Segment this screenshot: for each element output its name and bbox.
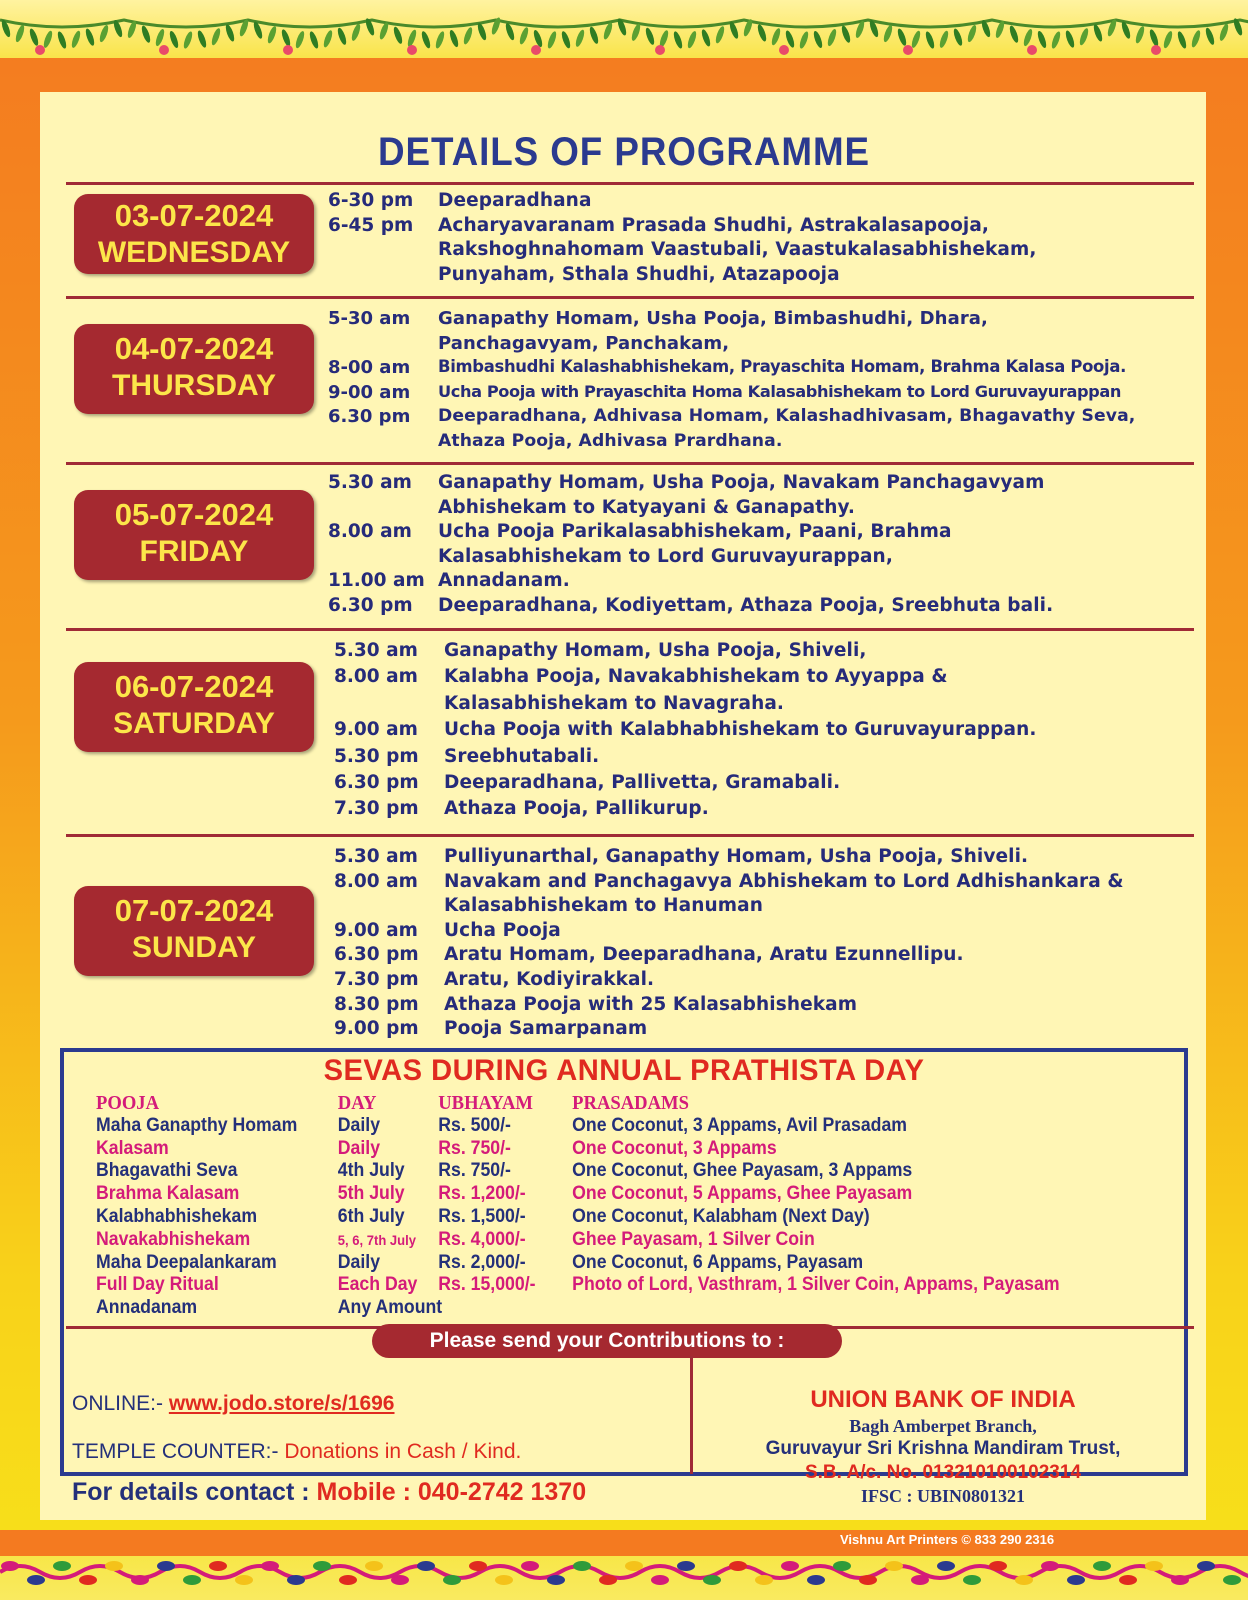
prasadams-cell: One Coconut, 6 Appams, Payasam [572,1251,864,1273]
time: 6-30 pm [328,190,414,211]
online-link[interactable]: www.jodo.store/s/1696 [168,1392,395,1415]
day-badge [74,886,314,976]
page-title: DETAILS OF PROGRAMME [377,130,871,174]
section-divider [66,296,1194,299]
activity: Pooja Samarpanam [444,1018,648,1040]
printer-credit: Vishnu Art Printers © 833 290 2316 [840,1532,1055,1547]
day-badge [74,194,314,274]
trust-name: Guruvayur Sri Krishna Mandiram Trust, [765,1438,1121,1459]
activity: Aratu Homam, Deeparadhana, Aratu Ezunnellipu. [444,944,964,966]
day-cell: 6th July [337,1205,405,1227]
activity: Ganapathy Homam, Usha Pooja, Shiveli, [444,640,867,661]
activity: Aratu, Kodiyirakkal. [444,968,655,990]
prasadams-cell: One Coconut, Ghee Payasam, 3 Appams [572,1160,913,1182]
mango-leaf-garland-icon [0,0,1248,62]
activity: Ganapathy Homam, Usha Pooja, Navakam Panchagavyam [438,472,1045,493]
time: 6.30 pm [328,594,413,616]
activity: Punyaham, Sthala Shudhi, Atazapooja [438,263,840,285]
activity: Athaza Pooja, Adhivasa Prardhana. [438,430,783,451]
contributions-banner: Please send your Contributions to : [372,1324,842,1358]
column-header: POOJA [96,1092,160,1114]
activity: Ucha Pooja Parikalasabhishekam, Paani, Brahma [438,521,952,543]
time: 9-00 am [328,381,411,403]
activity: Acharyavaranam Prasada Shudhi, Astrakalasapooja, [438,214,990,236]
day-date: 04-07-2024 [114,331,274,366]
activity: Ucha Pooja [444,919,561,941]
section-divider [66,462,1194,465]
pooja-cell: Kalabhabhishekam [96,1205,258,1227]
sevas-title: SEVAS DURING ANNUAL PRATHISTA DAY [323,1054,925,1087]
top-garland-decoration [0,0,1248,58]
time: 8.00 am [334,870,418,892]
time: 6.30 pm [328,406,411,428]
activity: Rakshoghnahomam Vaastubali, Vaastukalasabhishekam, [438,239,1037,261]
ubhayam-cell: Rs. 15,000/- [438,1274,536,1296]
activity: Kalabha Pooja, Navakabhishekam to Ayyappa & [444,666,948,688]
activity: Kalasabhishekam to Navagraha. [444,692,785,714]
activity: Deeparadhana, Pallivetta, Gramabali. [444,771,841,793]
day-cell: Daily [337,1137,381,1159]
activity: Pulliyunarthal, Ganapathy Homam, Usha Pooja, Shiveli. [444,846,1029,867]
day-cell: Any Amount [337,1297,443,1319]
counter-label: TEMPLE COUNTER:- [72,1440,279,1463]
pooja-cell: Full Day Ritual [96,1274,219,1296]
pooja-cell: Kalasam [96,1137,169,1159]
ubhayam-cell: Rs. 500/- [438,1114,511,1136]
pooja-cell: Navakabhishekam [96,1228,251,1250]
day-badge [74,324,314,414]
day-cell: 5, 6, 7th July [337,1231,416,1248]
section-divider [66,628,1194,631]
ubhayam-cell: Rs. 4,000/- [438,1228,526,1250]
activity: Annadanam. [438,570,570,592]
column-header: DAY [337,1092,377,1114]
time: 8.30 pm [334,993,419,1015]
time: 7.30 pm [334,968,419,990]
time: 11.00 am [328,570,425,592]
activity: Kalasabhishekam to Hanuman [444,895,763,917]
day-weekday: FRIDAY [139,535,249,568]
contact-value[interactable]: Mobile : 040-2742 1370 [316,1478,587,1506]
ubhayam-cell: Rs. 1,200/- [438,1183,526,1205]
time: 5.30 pm [334,745,419,767]
time: 9.00 am [334,919,418,941]
activity: Ganapathy Homam, Usha Pooja, Bimbashudhi, Dhara, [438,308,988,329]
ubhayam-cell: Rs. 750/- [438,1160,511,1182]
account-number: S.B. A/c. No. 013210100102314 [804,1462,1082,1483]
time: 6.30 pm [334,944,419,966]
time: 6.30 pm [334,771,419,793]
activity: Kalasabhishekam to Lord Guruvayurappan, [438,545,893,567]
day-weekday: THURSDAY [112,369,276,402]
bank-name: UNION BANK OF INDIA [810,1386,1076,1413]
day-date: 03-07-2024 [114,198,274,233]
ubhayam-cell: Rs. 2,000/- [438,1251,526,1273]
column-header: PRASADAMS [572,1092,689,1114]
day-date: 06-07-2024 [114,669,274,704]
day-cell: Daily [337,1251,381,1273]
day-date: 05-07-2024 [114,497,274,532]
online-label: ONLINE:- [72,1392,164,1415]
activity: Ucha Pooja with Prayaschita Homa Kalasabhishekam to Lord Guruvayurappan [438,381,1122,401]
time: 6-45 pm [328,214,414,236]
time: 5.30 am [334,846,418,867]
prasadams-cell: One Coconut, 3 Appams [572,1137,777,1159]
pooja-cell: Maha Ganapthy Homam [96,1114,298,1136]
prasadams-cell: One Coconut, 3 Appams, Avil Prasadam [572,1114,908,1136]
activity: Deeparadhana, Kodiyettam, Athaza Pooja, Sreebhuta bali. [438,594,1054,616]
prasadams-cell: One Coconut, 5 Appams, Ghee Payasam [572,1183,913,1205]
rangoli-border-icon [0,1530,1248,1600]
day-cell: 5th July [337,1183,405,1205]
day-weekday: SATURDAY [113,707,275,740]
day-badge [74,490,314,580]
ubhayam-cell: Rs. 750/- [438,1137,511,1159]
time: 5-30 am [328,308,411,329]
bank-branch: Bagh Amberpet Branch, [849,1416,1037,1436]
time: 5.30 am [328,472,412,493]
day-weekday: WEDNESDAY [97,236,291,269]
activity: Deeparadhana, Adhivasa Homam, Kalashadhivasam, Bhagavathy Seva, [438,406,1136,427]
pooja-cell: Bhagavathi Seva [96,1160,238,1182]
activity: Bimbashudhi Kalashabhishekam, Prayaschita Homam, Brahma Kalasa Pooja. [438,357,1127,377]
vertical-divider [690,1356,693,1474]
activity: Athaza Pooja, Pallikurup. [444,798,709,820]
time: 9.00 pm [334,1018,419,1040]
pooja-cell: Brahma Kalasam [96,1183,240,1205]
prasadams-cell: Photo of Lord, Vasthram, 1 Silver Coin, Appams, Payasam [572,1274,1060,1296]
pooja-cell: Annadanam [96,1297,198,1319]
time: 7.30 pm [334,798,419,820]
activity: Navakam and Panchagavya Abhishekam to Lord Adhishankara & [444,870,1124,892]
time: 9.00 am [334,719,418,741]
activity: Deeparadhana [438,190,592,211]
time: 8.00 am [334,666,418,688]
prasadams-cell: Ghee Payasam, 1 Silver Coin [572,1228,815,1250]
contact-line [72,1478,586,1507]
activity: Athaza Pooja with 25 Kalasabhishekam [444,993,858,1015]
section-divider [66,834,1194,837]
day-cell: 4th July [337,1160,405,1182]
counter-value: Donations in Cash / Kind. [284,1440,522,1463]
ifsc-code: IFSC : UBIN0801321 [860,1486,1025,1506]
day-date: 07-07-2024 [114,893,274,928]
time: 8.00 am [328,521,412,543]
activity: Ucha Pooja with Kalabhabhishekam to Guruvayurappan. [444,719,1037,741]
ubhayam-cell: Rs. 1,500/- [438,1205,526,1227]
time: 8-00 am [328,357,411,379]
activity: Sreebhutabali. [444,745,600,767]
time: 5.30 am [334,640,418,661]
online-line [72,1392,395,1416]
counter-line [72,1440,521,1464]
bottom-border-decoration [0,1530,1248,1600]
activity: Abhishekam to Katyayani & Ganapathy. [438,496,856,518]
activity: Panchagavyam, Panchakam, [438,332,730,354]
day-badge [74,662,314,752]
contact-label: For details contact : [72,1478,310,1506]
pooja-cell: Maha Deepalankaram [96,1251,277,1273]
prasadams-cell: One Coconut, Kalabham (Next Day) [572,1205,870,1227]
column-header: UBHAYAM [438,1092,533,1114]
section-divider [66,182,1194,185]
day-cell: Daily [337,1114,381,1136]
day-weekday: SUNDAY [132,931,256,964]
day-cell: Each Day [337,1274,418,1296]
